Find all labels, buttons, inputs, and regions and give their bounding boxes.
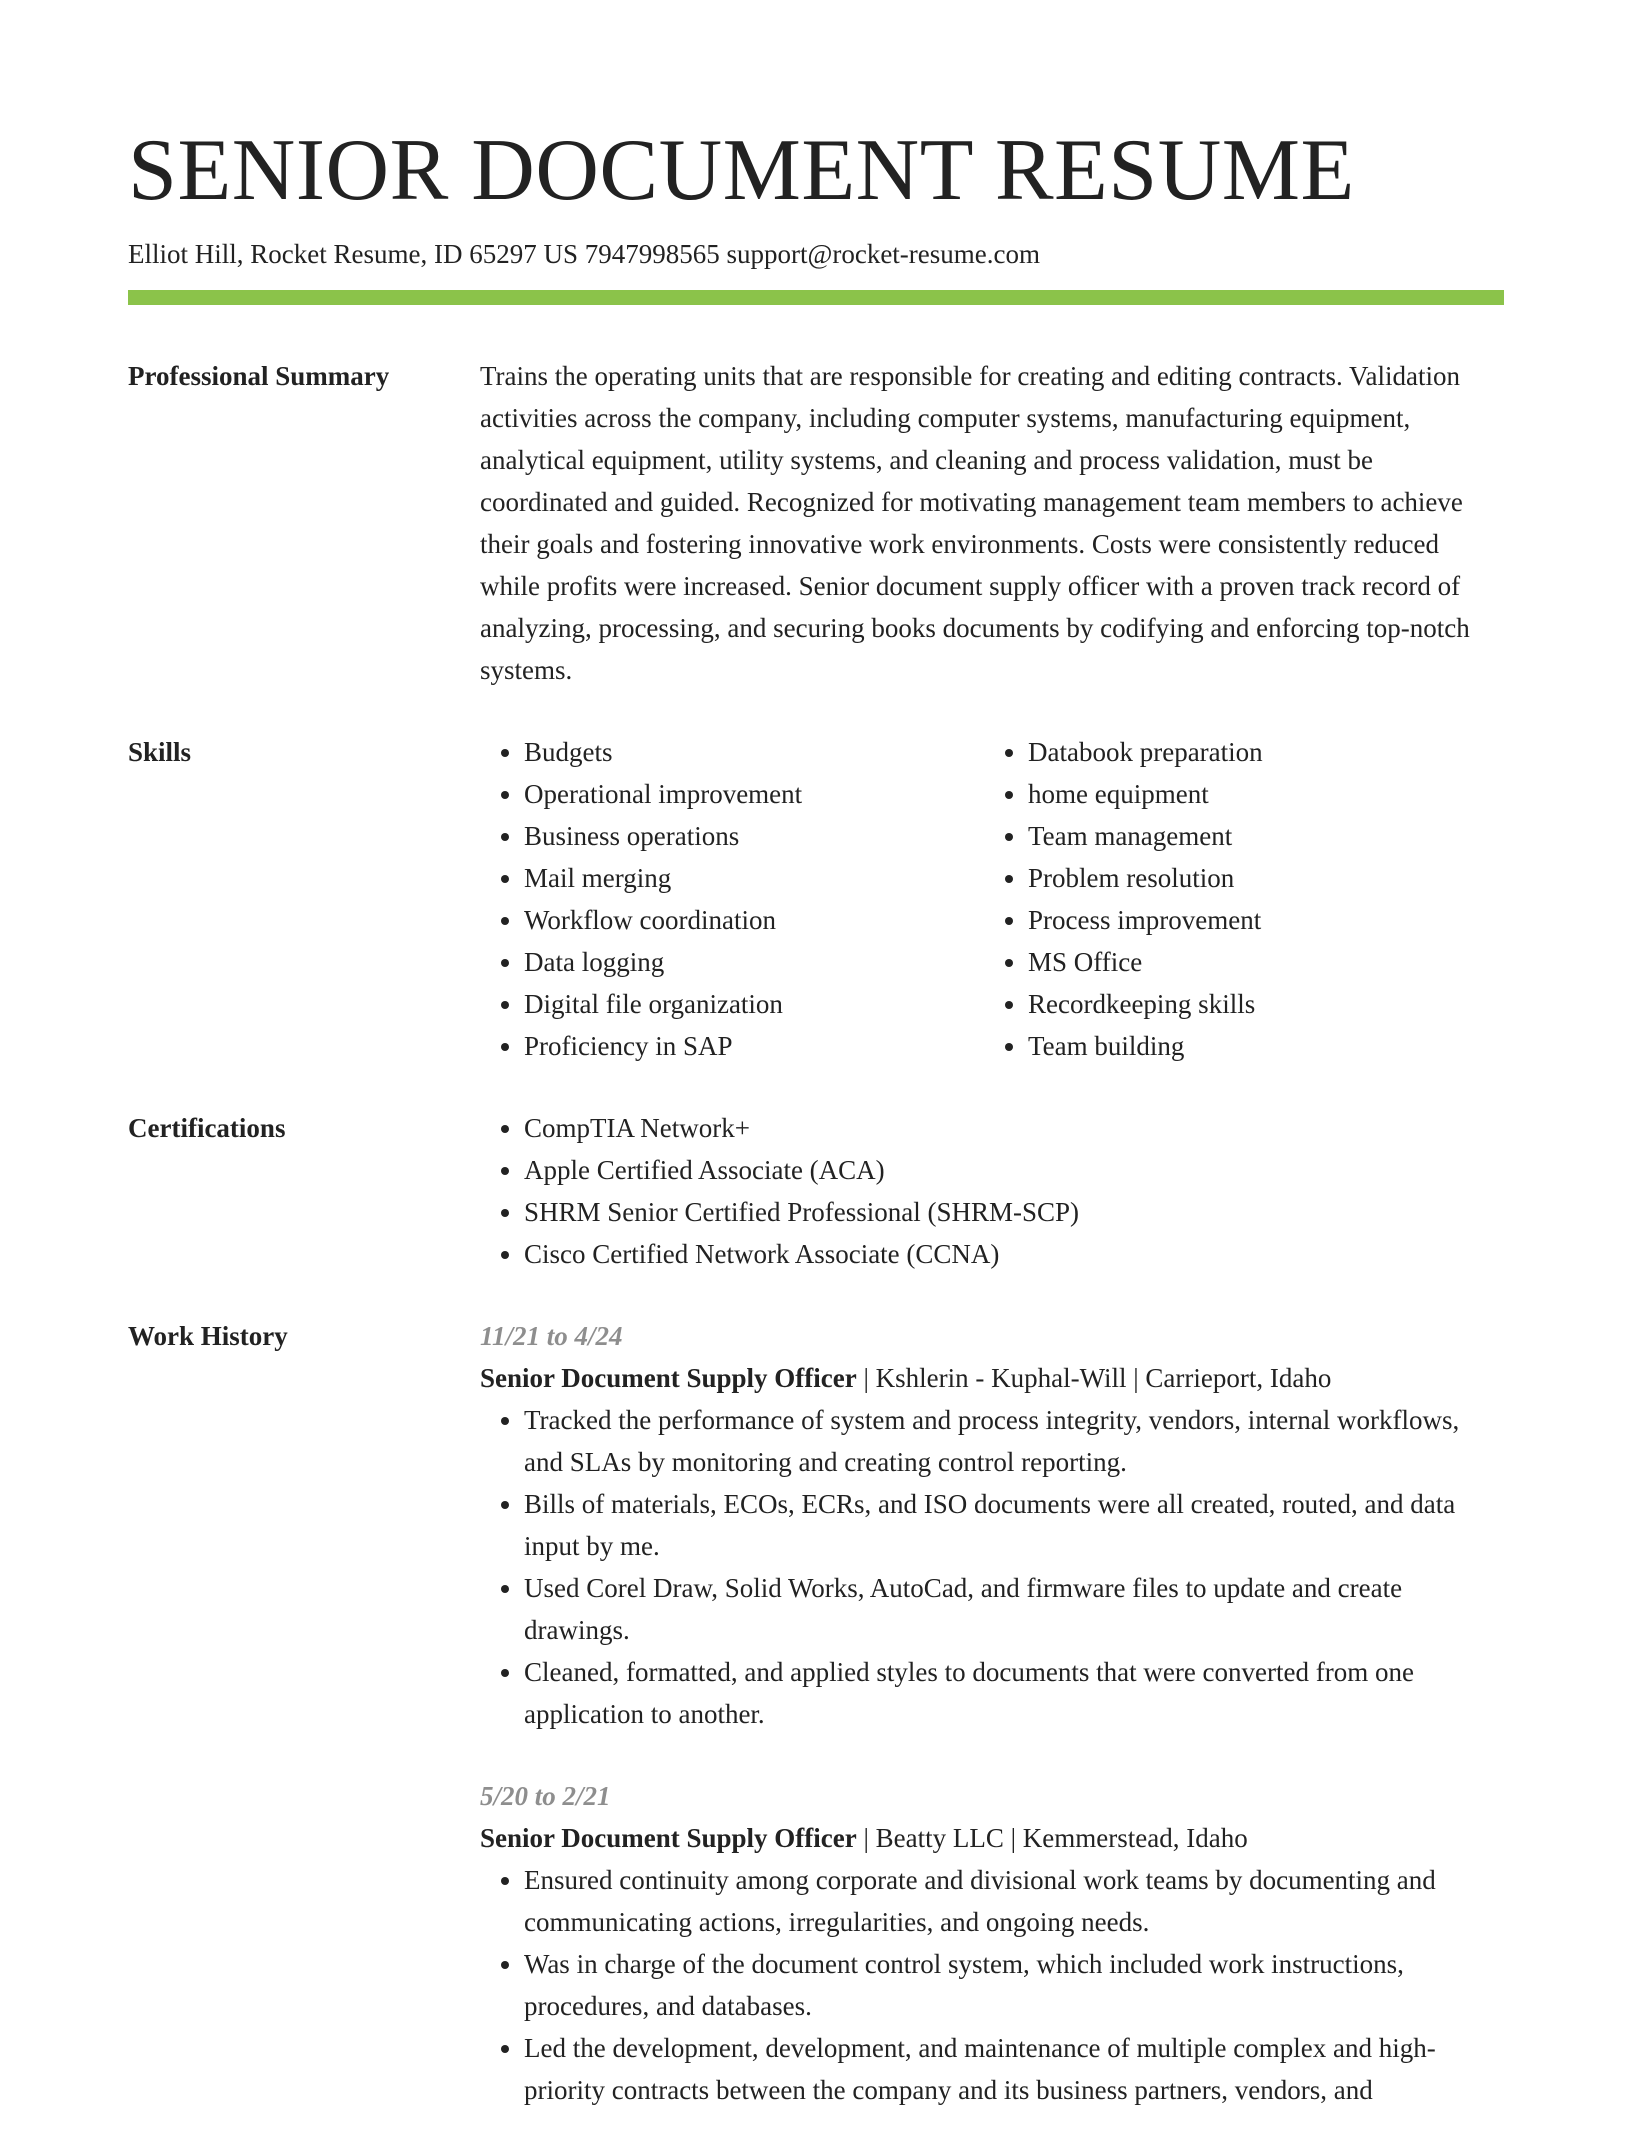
responsibility-item: • Led the development, development, and maintenance of multiple complex and high-priority contracts between the company and its business partners, vendors, and [524, 2027, 1504, 2111]
skill-item: • Recordkeeping skills [1028, 983, 1488, 1025]
contact-phone: 7947998565 [584, 239, 720, 269]
work-history-heading: Work History [128, 1321, 288, 1351]
skills-column-right [984, 731, 1488, 1067]
certification-item: • Cisco Certified Network Associate (CCNA) [524, 1233, 1504, 1275]
contact-email: support@rocket-resume.com [726, 239, 1041, 269]
job-entry [480, 1775, 1504, 2111]
certifications-list [480, 1107, 1504, 1275]
skill-item: • Process improvement [1028, 899, 1488, 941]
job-employer-location: | Beatty LLC | Kemmerstead, Idaho [856, 1823, 1248, 1853]
work-history-body [480, 1315, 1504, 2151]
skills-section [128, 731, 1504, 1067]
job-responsibilities [480, 1399, 1504, 1735]
header-divider [128, 290, 1504, 305]
responsibility-item: • Ensured continuity among corporate and divisional work teams by documenting and communicating actions, irregularities, and ongoing needs. [524, 1859, 1504, 1943]
skill-item: • Budgets [524, 731, 984, 773]
job-dates: 11/21 to 4/24 [480, 1321, 623, 1351]
summary-heading: Professional Summary [128, 361, 390, 391]
certification-item: • Apple Certified Associate (ACA) [524, 1149, 1504, 1191]
skill-item: • Workflow coordination [524, 899, 984, 941]
skill-item: • Team building [1028, 1025, 1488, 1067]
resume-title: SENIOR DOCUMENT RESUME [128, 122, 1355, 219]
job-responsibilities [480, 1859, 1504, 2111]
responsibility-item: • Cleaned, formatted, and applied styles to documents that were converted from one application to another. [524, 1651, 1504, 1735]
job-heading [480, 1817, 1504, 1859]
contact-address: Rocket Resume, ID 65297 US [250, 239, 578, 269]
skills-list-right [984, 731, 1488, 1067]
skills-heading: Skills [128, 737, 192, 767]
skill-item: • Data logging [524, 941, 984, 983]
skills-list-left [480, 731, 984, 1067]
job-title: Senior Document Supply Officer [480, 1823, 857, 1853]
contact-name: Elliot Hill, [128, 239, 244, 269]
skill-item: • Problem resolution [1028, 857, 1488, 899]
certifications-section [128, 1107, 1504, 1275]
skill-item: • Databook preparation [1028, 731, 1488, 773]
skill-item: • Operational improvement [524, 773, 984, 815]
skills-column-left [480, 731, 984, 1067]
work-history-section [128, 1315, 1504, 2151]
contact-line [128, 236, 1504, 272]
summary-text: Trains the operating units that are responsible for creating and editing contracts. Validation activities across the company, including computer systems, manufacturing equipment, analytical equipment, utility systems, and cleaning and process validation, must be coordinated and guided. Recognized for motivating management team members to achieve their goals and fostering innovative work environments. Costs were consistently reduced while profits were increased. Senior document supply officer with a proven track record of analyzing, processing, and securing books documents by codifying and enforcing top-notch systems. [480, 361, 1470, 685]
skill-item: • Business operations [524, 815, 984, 857]
skill-item: • MS Office [1028, 941, 1488, 983]
job-title: Senior Document Supply Officer [480, 1363, 857, 1393]
job-entry [480, 1315, 1504, 1735]
job-employer-location: | Kshlerin - Kuphal-Will | Carrieport, Idaho [856, 1363, 1332, 1393]
responsibility-item: • Tracked the performance of system and process integrity, vendors, internal workflows, and SLAs by monitoring and creating control reporting. [524, 1399, 1504, 1483]
summary-body [480, 355, 1504, 691]
skill-item: • Digital file organization [524, 983, 984, 1025]
skill-item: • Proficiency in SAP [524, 1025, 984, 1067]
skill-item: • home equipment [1028, 773, 1488, 815]
skills-body [480, 731, 1504, 1067]
certifications-body [480, 1107, 1504, 1275]
responsibility-item: • Used Corel Draw, Solid Works, AutoCad, and firmware files to update and create drawings. [524, 1567, 1504, 1651]
responsibility-item: • Bills of materials, ECOs, ECRs, and ISO documents were all created, routed, and data input by me. [524, 1483, 1504, 1567]
job-heading [480, 1357, 1504, 1399]
responsibility-item: • Was in charge of the document control system, which included work instructions, procedures, and databases. [524, 1943, 1504, 2027]
summary-section [128, 355, 1504, 691]
certification-item: • SHRM Senior Certified Professional (SHRM-SCP) [524, 1191, 1504, 1233]
skill-item: • Team management [1028, 815, 1488, 857]
job-dates: 5/20 to 2/21 [480, 1781, 611, 1811]
skill-item: • Mail merging [524, 857, 984, 899]
certifications-heading: Certifications [128, 1113, 286, 1143]
certification-item: • CompTIA Network+ [524, 1107, 1504, 1149]
resume-page [128, 118, 1504, 2151]
